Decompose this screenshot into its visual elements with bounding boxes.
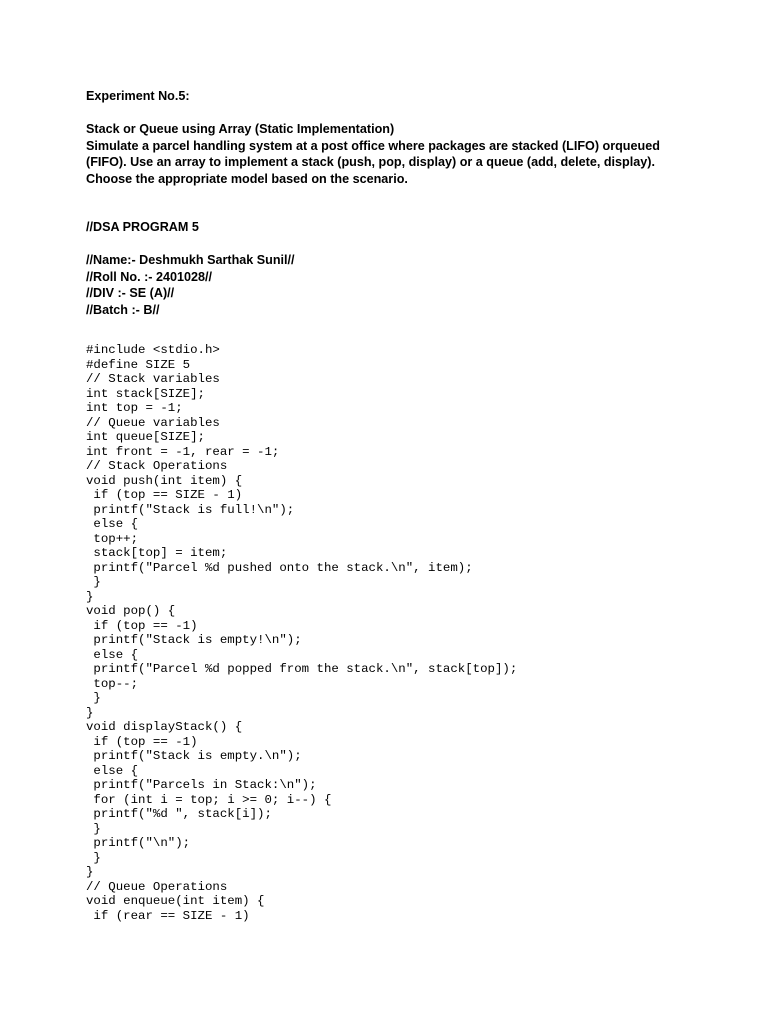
code-line: int stack[SIZE]; <box>86 386 205 401</box>
code-line: printf("Stack is empty.\n"); <box>86 749 302 763</box>
code-line: } <box>86 865 94 879</box>
code-line: } <box>86 691 101 705</box>
code-line: void pop() { <box>86 604 176 618</box>
code-line: stack[top] = item; <box>86 546 228 560</box>
code-line: top++; <box>86 531 139 546</box>
code-line: // Stack variables <box>86 372 220 386</box>
program-label: //DSA PROGRAM 5 <box>86 220 199 234</box>
code-line: int top = -1; <box>86 401 183 415</box>
experiment-title: Experiment No.5: <box>86 89 190 103</box>
student-batch: //Batch :- B// <box>86 302 160 317</box>
code-line: } <box>86 705 94 720</box>
code-line: printf("Parcel %d popped from the stack.\n", stack[top]); <box>86 662 518 676</box>
problem-title: Stack or Queue using Array (Static Implementation) <box>86 122 395 136</box>
code-line: } <box>86 589 94 604</box>
code-line: // Queue variables <box>86 415 220 430</box>
code-line: #include <stdio.h> <box>86 343 220 357</box>
code-line: int front = -1, rear = -1; <box>86 444 280 459</box>
problem-statement <box>86 121 660 187</box>
code-line: void push(int item) { <box>86 473 243 488</box>
student-info <box>86 252 295 318</box>
code-line: // Queue Operations <box>86 879 228 894</box>
code-line: else { <box>86 647 139 662</box>
code-line: printf("Parcels in Stack:\n"); <box>86 778 317 792</box>
problem-line: Simulate a parcel handling system at a post office where packages are stacked (LIFO) orqueued <box>86 138 660 153</box>
code-line: printf("\n"); <box>86 836 191 850</box>
student-division: //DIV :- SE (A)// <box>86 286 175 300</box>
code-line: } <box>86 821 101 836</box>
code-line: printf("Stack is empty!\n"); <box>86 633 302 647</box>
problem-line: (FIFO). Use an array to implement a stack (push, pop, display) or a queue (add, delete, display). <box>86 155 655 169</box>
code-line: // Stack Operations <box>86 459 228 473</box>
code-line: void enqueue(int item) { <box>86 894 265 908</box>
code-line: top--; <box>86 676 139 691</box>
problem-line: Choose the appropriate model based on the scenario. <box>86 171 408 186</box>
code-line: printf("%d ", stack[i]); <box>86 807 272 821</box>
code-line: if (top == SIZE - 1) <box>86 488 243 502</box>
code-line: } <box>86 575 101 589</box>
code-line: printf("Parcel %d pushed onto the stack.\n", item); <box>86 560 473 575</box>
code-line: if (rear == SIZE - 1) <box>86 908 250 923</box>
code-listing <box>86 343 517 923</box>
code-line: if (top == -1) <box>86 618 198 633</box>
code-line: void displayStack() { <box>86 720 243 734</box>
code-line: else { <box>86 517 139 531</box>
code-line: } <box>86 850 101 865</box>
code-line: int queue[SIZE]; <box>86 430 205 444</box>
student-roll-no: //Roll No. :- 2401028// <box>86 269 212 284</box>
code-line: printf("Stack is full!\n"); <box>86 502 295 517</box>
code-line: for (int i = top; i >= 0; i--) { <box>86 792 332 807</box>
code-line: else { <box>86 763 139 778</box>
code-line: if (top == -1) <box>86 734 198 749</box>
code-line: #define SIZE 5 <box>86 357 191 372</box>
student-name: //Name:- Deshmukh Sarthak Sunil// <box>86 253 295 267</box>
